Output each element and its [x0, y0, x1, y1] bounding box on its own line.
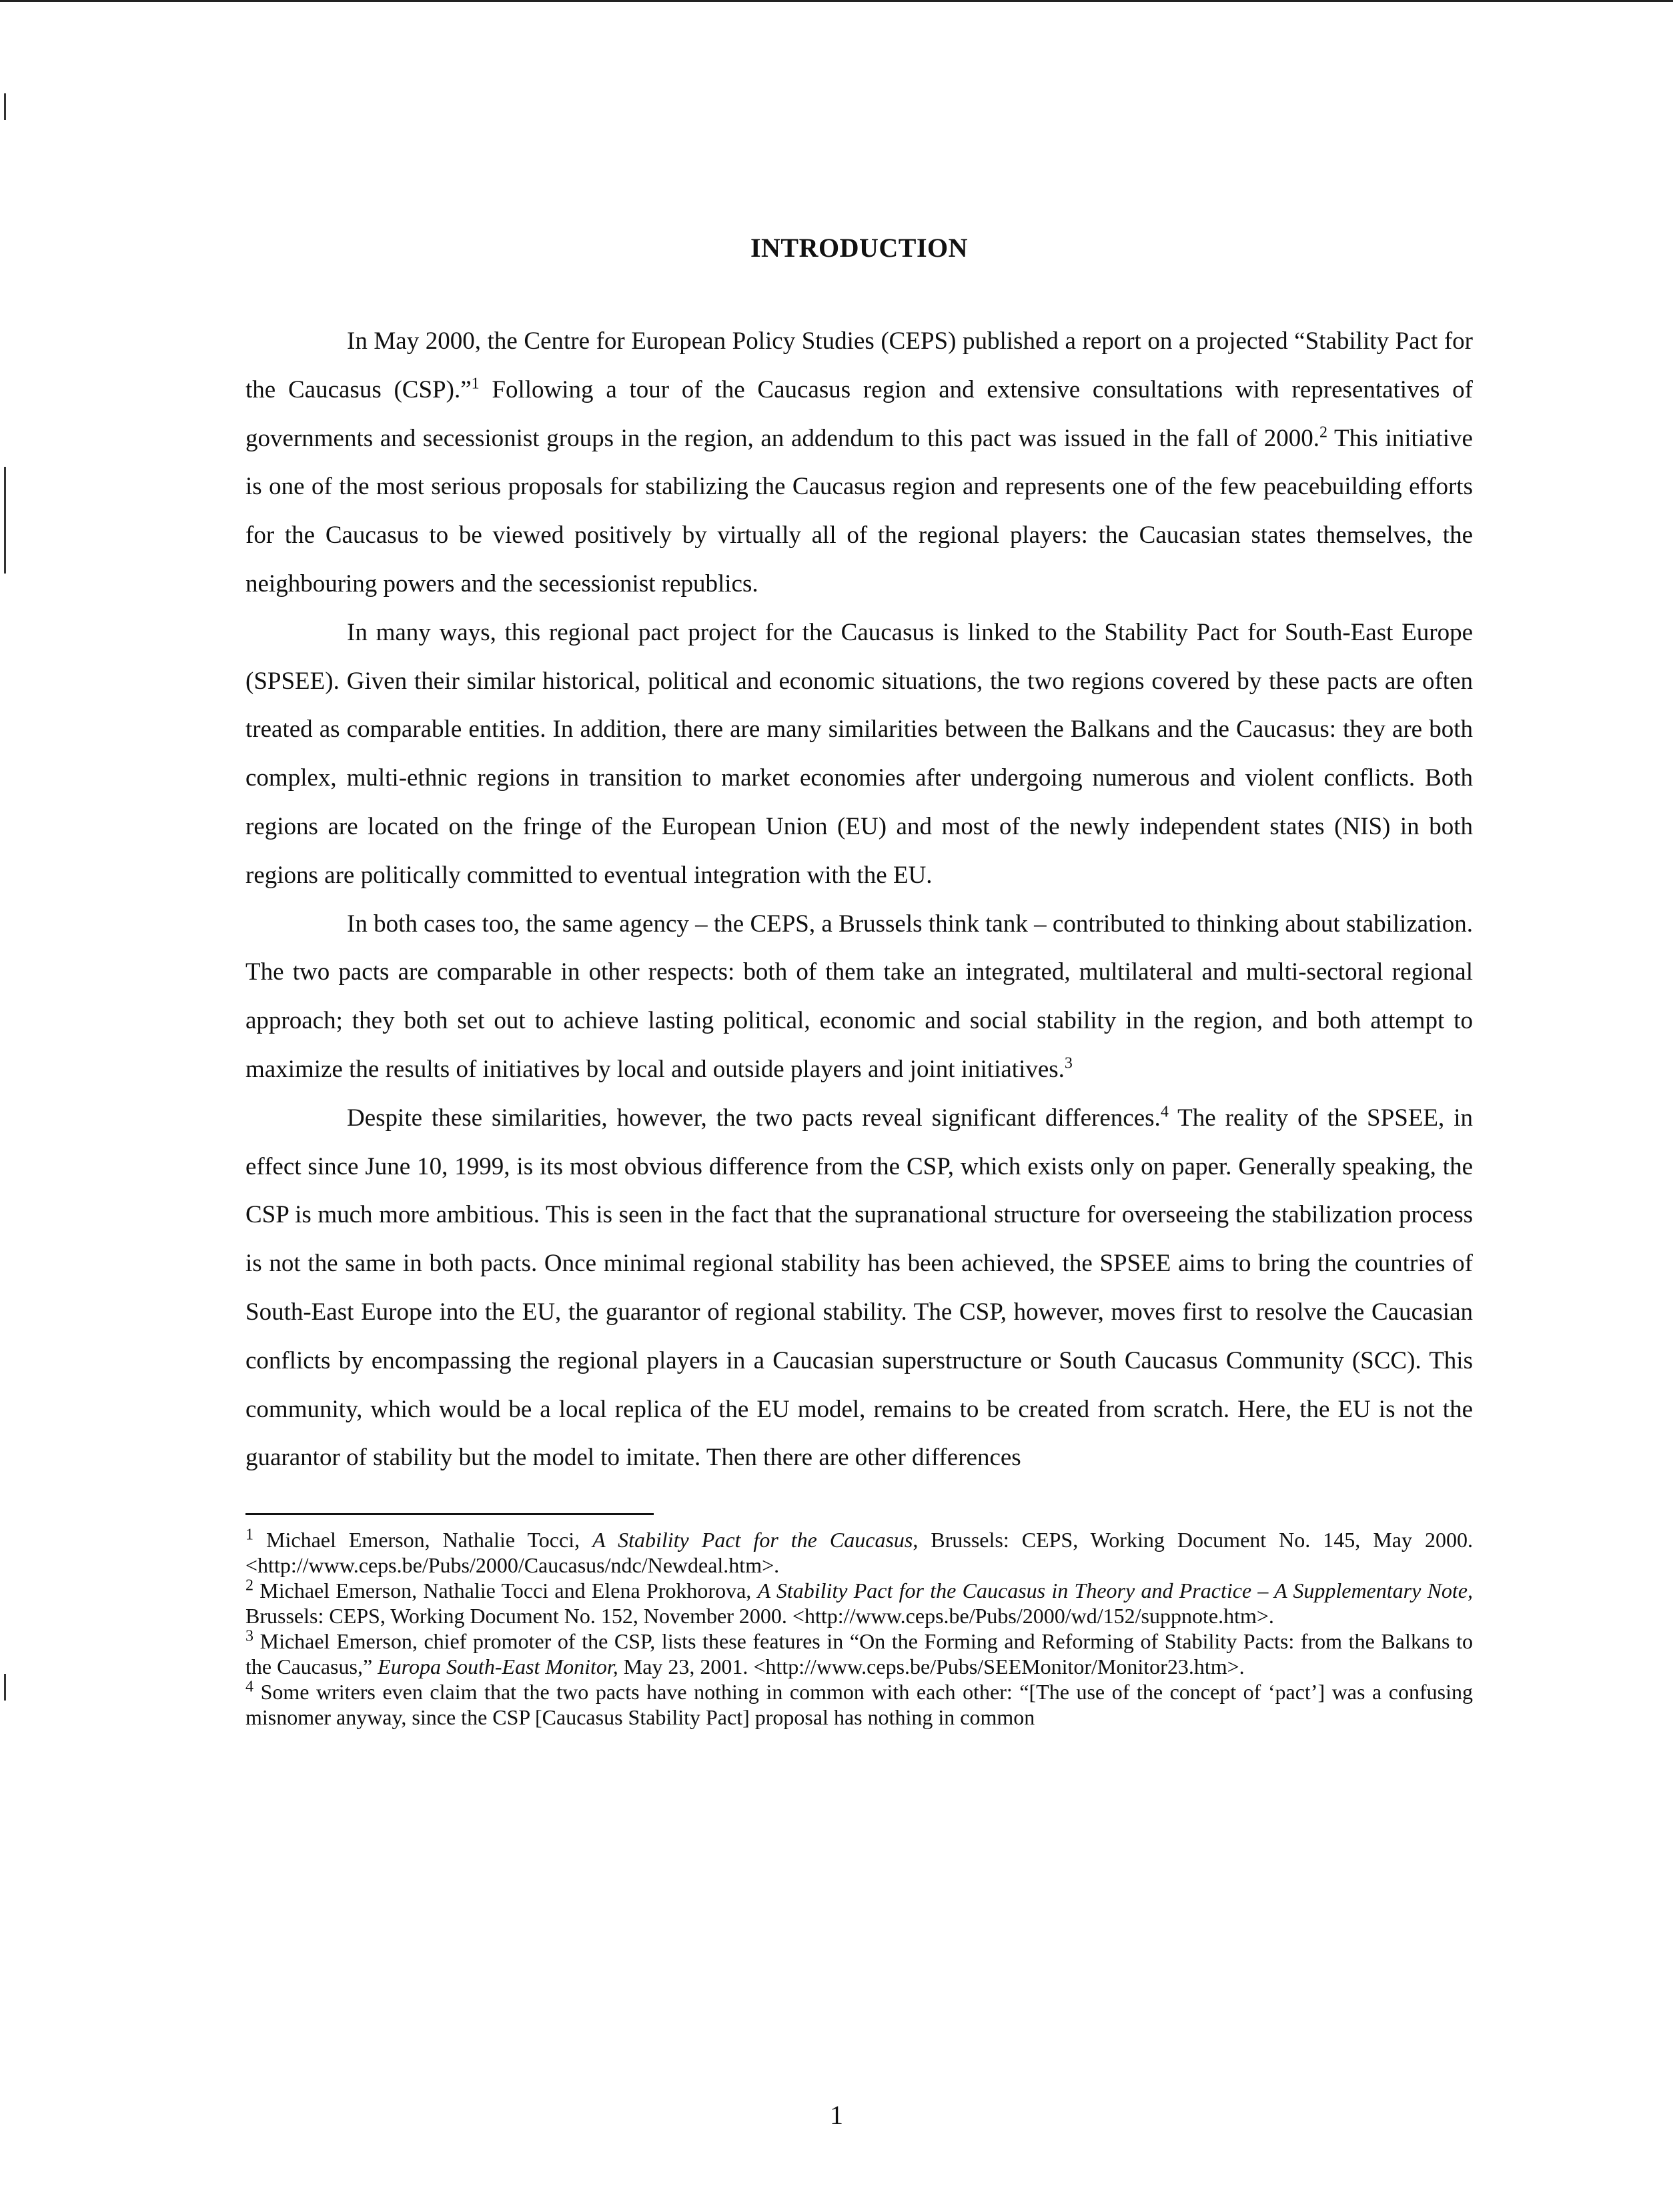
footnote-reference: 4 [1160, 1103, 1169, 1121]
page-top-edge [0, 0, 1673, 2]
page-title: INTRODUCTION [750, 233, 969, 263]
text-run: The reality of the SPSEE, in effect since June 10, 1999, is its most obvious difference from the CSP, which exists only on paper. Generally speaking, the CSP is much more ambitious. This is seen in the fact that the supranational structure for overseeing the stabilization process is not the same in both pacts. Once minimal regional stability has been achieved, the SPSEE aims to bring the countries of South-East Europe into the EU, the guarantor of regional stability. The CSP, however, moves first to resolve the Caucasian conflicts by encompassing the regional players in a Caucasian superstructure or South Caucasus Community (SCC). This community, which would be a local replica of the EU model, remains to be created from scratch. Here, the EU is not the guarantor of stability but the model to imitate. Then there are other differences [245, 1104, 1473, 1472]
footnote-separator [245, 1513, 654, 1515]
text-run: This initiative is one of the most serious proposals for stabilizing the Caucasus region and represents one of the few peacebuilding efforts for the Caucasus to be viewed positively by virtually all of the regional players: the Caucasian states themselves, the neighbouring powers and the secessionist republics. [245, 424, 1473, 598]
footnote [245, 1578, 1473, 1628]
text-run: Michael Emerson, chief promoter of the CSP, lists these features in “On the Forming and Reforming of Stability Pacts: from the Balkans to the Caucasus,” [245, 1629, 1473, 1679]
scan-edge-mark [4, 467, 6, 574]
footnote-reference: 1 [471, 375, 480, 393]
text-run: Some writers even claim that the two pacts have nothing in common with each other: “[The use of the concept of ‘pact’] was a confusing misnomer anyway, since the CSP [Caucasus Stability Pact] proposal has nothing in common [245, 1680, 1473, 1730]
footnote-reference: 1 [245, 1526, 253, 1544]
footnote [245, 1628, 1473, 1679]
footnote [245, 1527, 1473, 1578]
body-paragraph [245, 317, 1473, 609]
footnotes [245, 1527, 1473, 1730]
page-number: 1 [830, 2100, 843, 2130]
italic-title: A Stability Pact for the Caucasus [592, 1528, 913, 1552]
text-run: Michael Emerson, Nathalie Tocci, [253, 1528, 593, 1552]
italic-title: Europa South-East Monitor, [378, 1654, 618, 1679]
text-run: May 23, 2001. <http://www.ceps.be/Pubs/SEEMonitor/Monitor23.htm>. [618, 1654, 1245, 1679]
footnote-reference: 2 [245, 1576, 253, 1594]
scan-edge-mark [4, 1674, 6, 1701]
body-paragraph [245, 609, 1473, 900]
body-paragraph [245, 900, 1473, 1094]
text-run: Despite these similarities, however, the two pacts reveal significant differences. [347, 1104, 1161, 1132]
text-run: Brussels: CEPS, Working Document No. 152, November 2000. <http://www.ceps.be/Pubs/2000/wd/152/suppnote.htm>. [245, 1604, 1274, 1628]
page-content [245, 232, 1473, 1730]
footnote-reference: 3 [1064, 1054, 1073, 1072]
text-run: In May 2000, the Centre for European Policy Studies (CEPS) published a report on a projected “Stability Pact for the Caucasus (CSP).” [245, 327, 1473, 403]
footnote-reference: 2 [1319, 423, 1328, 441]
footnote-reference: 4 [245, 1679, 253, 1696]
text-run: Michael Emerson, Nathalie Tocci and Elena Prokhorova, [253, 1578, 758, 1603]
scan-edge-mark [4, 93, 6, 120]
body-paragraph [245, 1094, 1473, 1482]
text-run: , Brussels: CEPS, Working Document No. 145, May 2000. <http://www.ceps.be/Pubs/2000/Caucasus/ndc/Newdeal.htm>. [245, 1528, 1474, 1578]
text-run: In both cases too, the same agency – the CEPS, a Brussels think tank – contributed to thinking about stabilization. The two pacts are comparable in other respects: both of them take an integrated, multilateral and multi-sectoral regional approach; they both set out to achieve lasting political, economic and social stability in the region, and both attempt to maximize the results of initiatives by local and outside players and joint initiatives. [245, 910, 1473, 1083]
text-run: Following a tour of the Caucasus region and extensive consultations with representatives of governments and secessionist groups in the region, an addendum to this pact was issued in the fall of 2000. [245, 375, 1473, 452]
text-run: In many ways, this regional pact project for the Caucasus is linked to the Stability Pact for South-East Europe (SPSEE). Given their similar historical, political and economic situations, the two regions covered by these pacts are often treated as comparable entities. In addition, there are many similarities between the Balkans and the Caucasus: they are both complex, multi-ethnic regions in transition to market economies after undergoing numerous and violent conflicts. Both regions are located on the fringe of the European Union (EU) and most of the newly independent states (NIS) in both regions are politically committed to eventual integration with the EU. [245, 618, 1473, 889]
footnote [245, 1679, 1473, 1730]
italic-title: A Stability Pact for the Caucasus in Theory and Practice – A Supplementary Note, [757, 1578, 1474, 1603]
body-text [245, 317, 1473, 1482]
footnote-reference: 3 [245, 1627, 253, 1645]
